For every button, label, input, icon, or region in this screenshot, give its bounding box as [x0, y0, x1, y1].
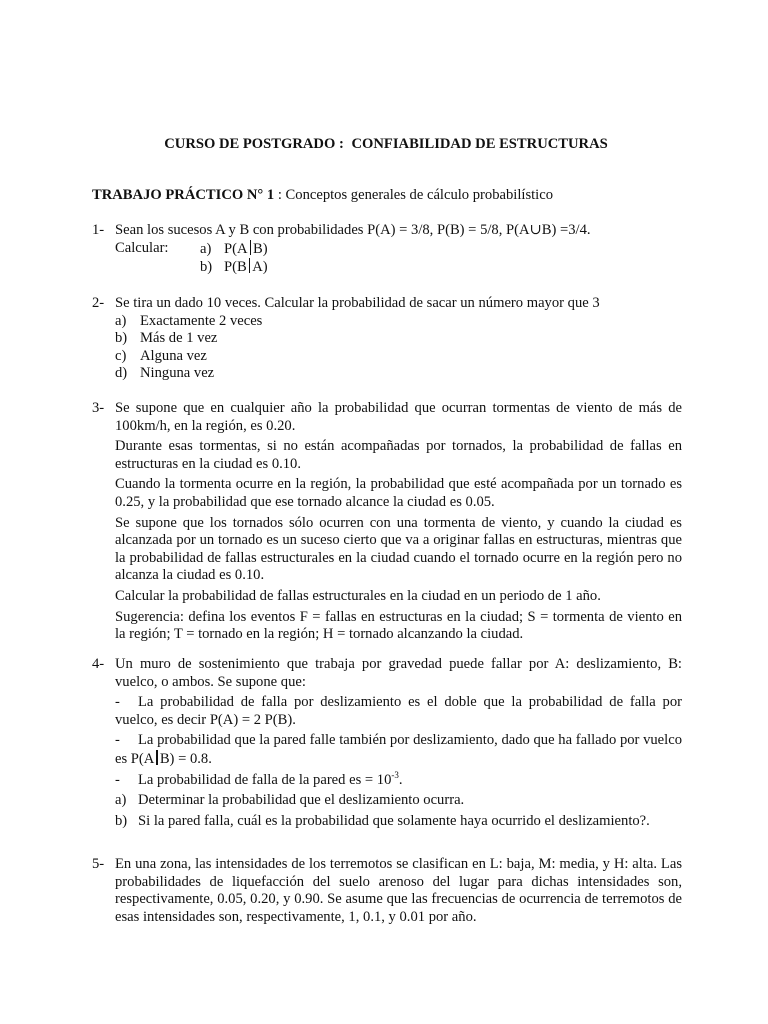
sub-question-a: a) Determinar la probabilidad que el deslizamiento ocurra. [115, 792, 465, 809]
question-5 [92, 856, 682, 926]
condition-3: - La probabilidad de falla de la pared es = $10^{-3}$. [115, 769, 403, 788]
question-number: 5- [92, 856, 105, 872]
question-number: 4- [92, 656, 105, 672]
paragraph: Cuando la tormenta ocurre en la región, la probabilidad que esté acompañada por un tornado es 0.25, y la probabilidad que ese tornado alcance la ciudad es 0.05. [115, 476, 682, 510]
paragraph: Se supone que en cualquier año la probabilidad que ocurran tormentas de viento de más de 100km/h, en la región, es 0.20. [115, 400, 682, 434]
question-3 [92, 400, 682, 644]
given-bar [249, 258, 251, 273]
given-bar [250, 240, 252, 255]
calc-item-a: a) P(A B) [200, 240, 268, 257]
question-text: Se tira un dado 10 veces. Calcular la probabilidad de sacar un número mayor que 3 [115, 295, 600, 311]
option-text: Ninguna vez [140, 365, 215, 382]
paragraph: Calcular la probabilidad de fallas estructurales en la ciudad en un periodo de 1 año. [115, 587, 601, 604]
question-number: 2- [92, 295, 105, 311]
option-item [115, 348, 682, 366]
practice-heading [92, 187, 692, 205]
option-label: c) [115, 347, 127, 364]
question-text: En una zona, las intensidades de los terremotos se clasifican en L: baja, M: media, y H: alta. Las probabilidades de liquefacción del suelo arenoso del lugar para dichas intensidades son, respectivamente, 0.05, 0.20, y 0.90. Se asume que las frecuencias de ocurrencia de terremotos de esas intensidades son, respectivamente, 1, 0.1, y 0.01 por año. [115, 856, 682, 925]
paragraph: Se supone que los tornados sólo ocurren con una tormenta de viento, y cuando la ciudad es alcanzada por un tornado es un suceso cierto que va a originar fallas en estructuras, mientras que la probabilidad de fallas estructurales en la ciudad cuando el tornado ocurre en la región pero no alcanza la ciudad es 0.10. [115, 514, 682, 584]
course-label: CURSO DE POSTGRADO : [164, 136, 344, 152]
option-item [115, 365, 682, 383]
page-title [0, 136, 768, 154]
question-intro: Un muro de sostenimiento que trabaja por gravedad puede fallar por A: deslizamiento, B: vuelco, o ambos. Se supone que: [115, 656, 682, 690]
given-bar [156, 750, 158, 765]
question-number: 3- [92, 400, 105, 416]
paragraph: Sugerencia: defina los eventos F = fallas en estructuras en la ciudad; S = tormenta de viento en la región; T = tornado en la región; H = tornado alcanzando la ciudad. [115, 608, 682, 643]
option-list [115, 313, 682, 383]
calc-block [115, 240, 682, 277]
practice-label: TRABAJO PRÁCTICO N° 1 [92, 187, 275, 203]
condition-2: - La probabilidad que la pared falle también por deslizamiento, dado que ha fallado por vuelco es P(A B) = 0.8. [115, 732, 682, 767]
question-body [115, 400, 682, 644]
calc-item-b: b) P(B A) [200, 259, 268, 276]
question-text: Sean los sucesos A y B con probabilidades P(A) = 3/8, P(B) = 5/8, P(A∪B) =3/4. [115, 222, 591, 238]
option-label: b) [115, 330, 128, 347]
option-text: Exactamente 2 veces [140, 312, 263, 329]
sub-question-b: b) Si la pared falla, cuál es la probabilidad que solamente haya ocurrido el deslizamiento?. [115, 812, 650, 829]
option-label: d) [115, 365, 128, 382]
question-1 [92, 222, 682, 277]
option-item [115, 330, 682, 348]
course-subject: CONFIABILIDAD DE ESTRUCTURAS [351, 136, 608, 152]
question-4 [92, 656, 682, 830]
option-label: a) [115, 312, 127, 329]
option-item [115, 313, 682, 331]
practice-topic: : Conceptos generales de cálculo probabilístico [277, 187, 554, 203]
question-2 [92, 295, 682, 383]
paragraph: Durante esas tormentas, si no están acompañadas por tornados, la probabilidad de fallas en estructuras en la ciudad es 0.10. [115, 438, 682, 472]
condition-1: - La probabilidad de falla por deslizamiento es el doble que la probabilidad de falla por vuelco, es decir P(A) = 2 P(B). [115, 694, 682, 728]
option-text: Alguna vez [140, 347, 207, 364]
question-number: 1- [92, 222, 105, 238]
option-text: Más de 1 vez [140, 330, 218, 347]
calc-label: Calcular: [115, 239, 169, 256]
